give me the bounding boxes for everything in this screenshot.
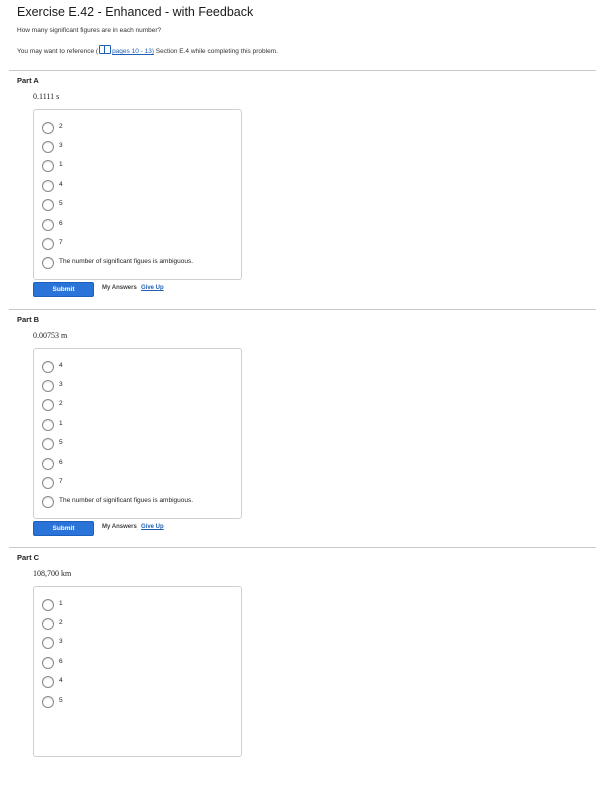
- problem-prompt: How many significant figures are in each number?: [17, 27, 162, 34]
- choice-label: 2: [59, 123, 63, 130]
- radio-button[interactable]: [42, 122, 54, 134]
- reference-prefix: You may want to reference (: [17, 48, 99, 55]
- choice-option[interactable]: [42, 618, 237, 630]
- choice-label: The number of significant figues is ambiguous.: [59, 258, 194, 265]
- part-label: Part C: [17, 553, 40, 562]
- choice-label: 4: [59, 677, 63, 684]
- choice-option[interactable]: [42, 599, 237, 611]
- choice-option[interactable]: [42, 438, 237, 450]
- book-icon[interactable]: [99, 45, 111, 54]
- choice-label: 3: [59, 381, 63, 388]
- choice-label: 5: [59, 200, 63, 207]
- part-b-section: [17, 315, 597, 550]
- part-a-section: [17, 76, 597, 311]
- choice-option[interactable]: [42, 180, 237, 192]
- radio-button[interactable]: [42, 419, 54, 431]
- choice-option[interactable]: [42, 257, 237, 269]
- radio-button[interactable]: [42, 458, 54, 470]
- part-quantity: 0.00753 m: [33, 331, 68, 340]
- choice-option[interactable]: [42, 238, 237, 250]
- radio-button[interactable]: [42, 199, 54, 211]
- choice-label: 2: [59, 400, 63, 407]
- radio-button[interactable]: [42, 438, 54, 450]
- submit-button[interactable]: Submit: [33, 282, 94, 297]
- choice-label: 7: [59, 239, 63, 246]
- radio-button[interactable]: [42, 380, 54, 392]
- choice-option[interactable]: [42, 419, 237, 431]
- radio-button[interactable]: [42, 399, 54, 411]
- choice-option[interactable]: [42, 219, 237, 231]
- radio-button[interactable]: [42, 219, 54, 231]
- reference-link[interactable]: pages 10 - 13): [112, 48, 154, 55]
- give-up-link[interactable]: Give Up: [141, 285, 164, 291]
- choice-label: 1: [59, 600, 63, 607]
- choice-option[interactable]: [42, 380, 237, 392]
- radio-button[interactable]: [42, 637, 54, 649]
- choice-label: 6: [59, 658, 63, 665]
- choice-label: 5: [59, 439, 63, 446]
- part-quantity: 108,700 km: [33, 569, 72, 578]
- choice-label: 2: [59, 619, 63, 626]
- submit-button[interactable]: Submit: [33, 521, 94, 536]
- choice-label: 4: [59, 362, 63, 369]
- radio-button[interactable]: [42, 618, 54, 630]
- choice-label: 6: [59, 459, 63, 466]
- radio-button[interactable]: [42, 257, 54, 269]
- reference-line: [17, 45, 278, 55]
- reference-suffix: Section E.4 while completing this problem.: [153, 48, 278, 55]
- part-quantity: 0.1111 s: [33, 92, 60, 101]
- radio-button[interactable]: [42, 676, 54, 688]
- choice-label: 3: [59, 142, 63, 149]
- divider: [9, 70, 596, 71]
- choice-box: [33, 109, 242, 280]
- choice-option[interactable]: [42, 496, 237, 508]
- choice-label: 7: [59, 478, 63, 485]
- radio-button[interactable]: [42, 180, 54, 192]
- choice-option[interactable]: [42, 141, 237, 153]
- part-label: Part B: [17, 315, 40, 324]
- choice-box: [33, 348, 242, 519]
- give-up-link[interactable]: Give Up: [141, 524, 164, 530]
- choice-option[interactable]: [42, 676, 237, 688]
- choice-label: 6: [59, 220, 63, 227]
- radio-button[interactable]: [42, 477, 54, 489]
- page-title: Exercise E.42 - Enhanced - with Feedback: [17, 5, 254, 19]
- choice-option[interactable]: [42, 696, 237, 708]
- radio-button[interactable]: [42, 160, 54, 172]
- choice-label: The number of significant figues is ambiguous.: [59, 497, 194, 504]
- radio-button[interactable]: [42, 696, 54, 708]
- part-label: Part A: [17, 76, 39, 85]
- my-answers-link[interactable]: My Answers: [102, 524, 137, 530]
- radio-button[interactable]: [42, 361, 54, 373]
- part-c-section: [17, 553, 597, 788]
- radio-button[interactable]: [42, 657, 54, 669]
- choice-option[interactable]: [42, 361, 237, 373]
- radio-button[interactable]: [42, 496, 54, 508]
- my-answers-link[interactable]: My Answers: [102, 285, 137, 291]
- radio-button[interactable]: [42, 141, 54, 153]
- choice-option[interactable]: [42, 160, 237, 172]
- choice-option[interactable]: [42, 399, 237, 411]
- choice-option[interactable]: [42, 477, 237, 489]
- choice-label: 3: [59, 638, 63, 645]
- choice-label: 5: [59, 697, 63, 704]
- choice-option[interactable]: [42, 657, 237, 669]
- choice-option[interactable]: [42, 199, 237, 211]
- choice-label: 1: [59, 420, 63, 427]
- choice-option[interactable]: [42, 458, 237, 470]
- choice-option[interactable]: [42, 637, 237, 649]
- choice-option[interactable]: [42, 122, 237, 134]
- choice-box: [33, 586, 242, 757]
- choice-label: 1: [59, 161, 63, 168]
- radio-button[interactable]: [42, 599, 54, 611]
- choice-label: 4: [59, 181, 63, 188]
- radio-button[interactable]: [42, 238, 54, 250]
